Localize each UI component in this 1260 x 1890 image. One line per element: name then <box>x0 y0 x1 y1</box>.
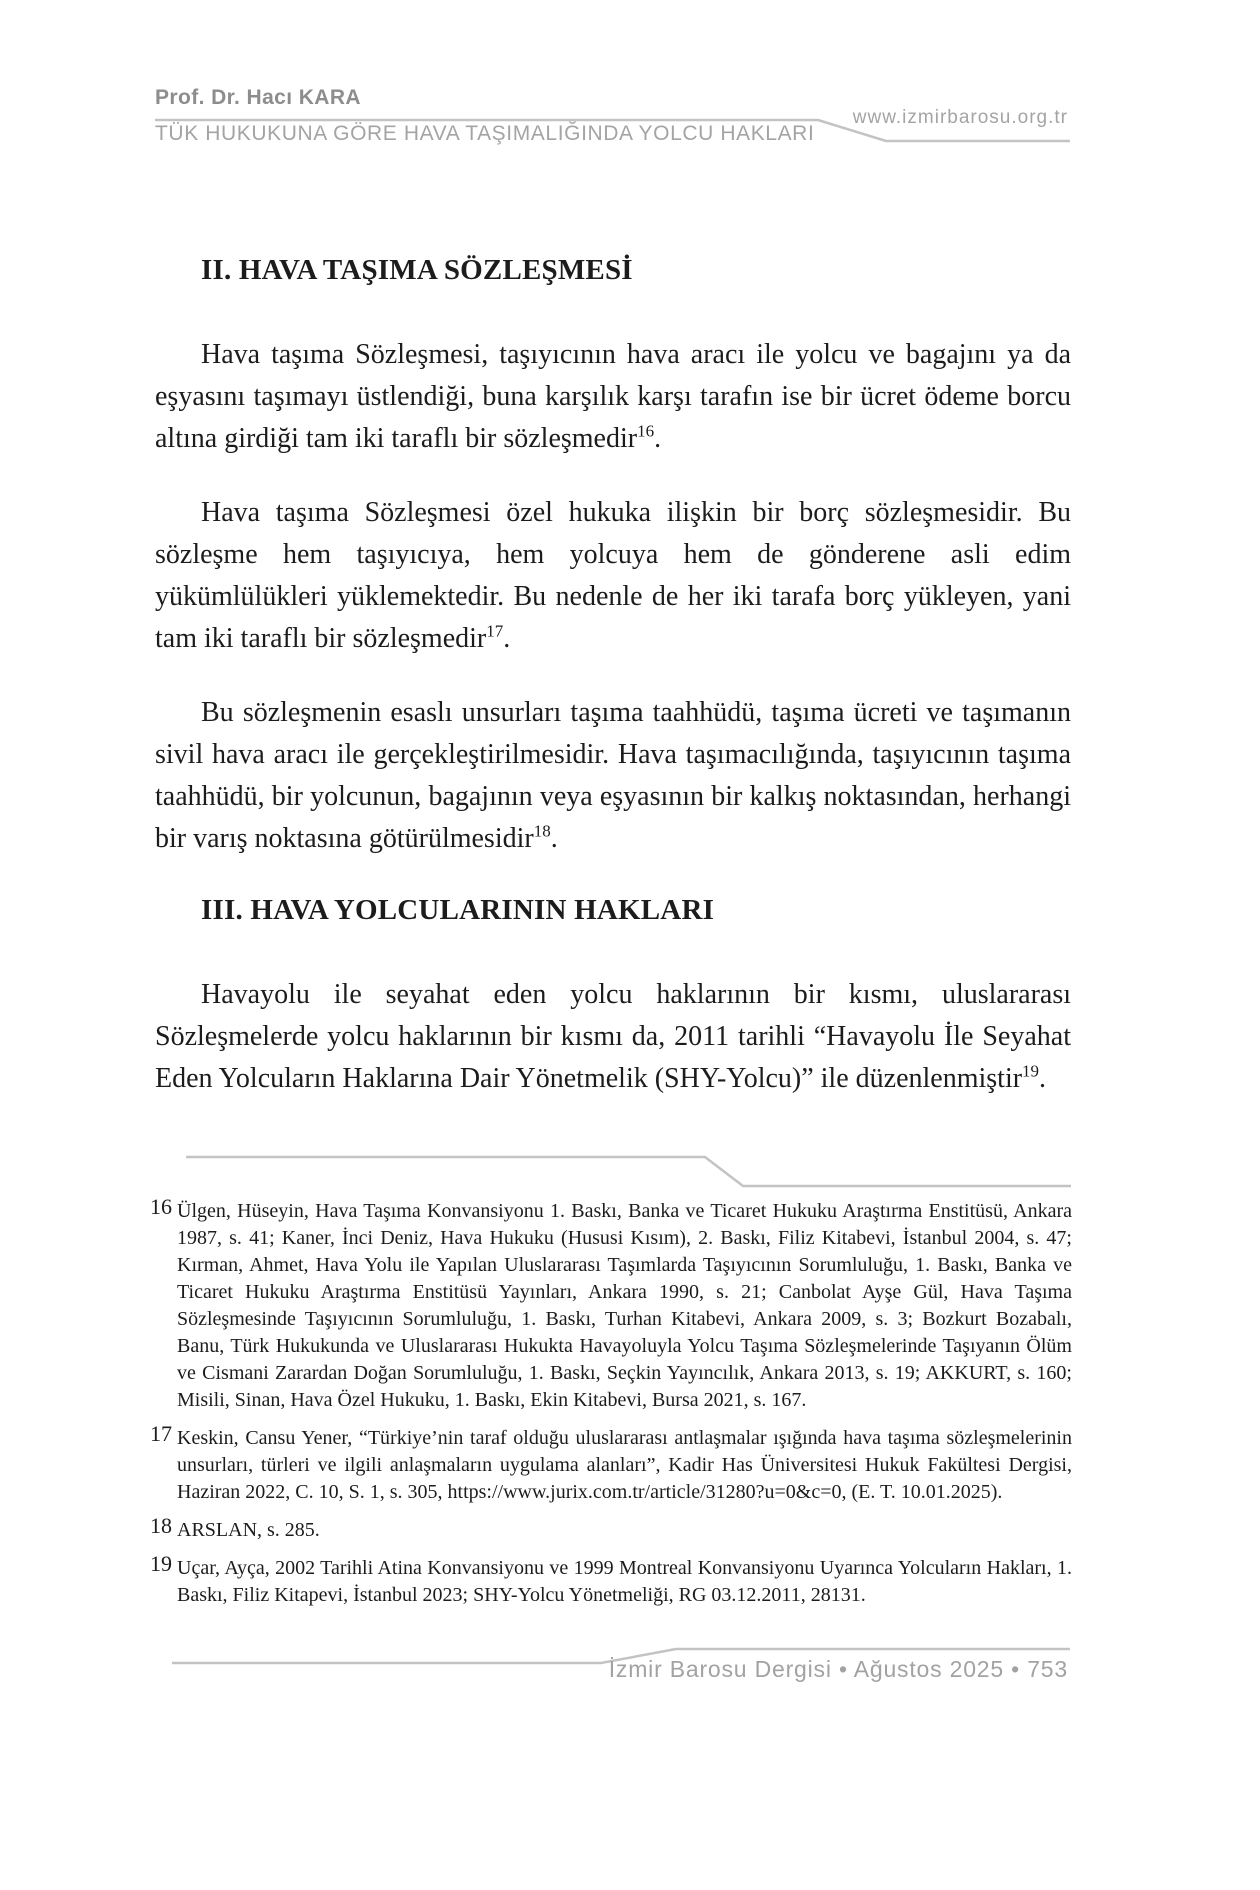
paragraph-text: Havayolu ile seyahat eden yolcu haklarının bir kısmı, uluslararası Sözleşmelerde yolcu haklarının bir kısmı da, 2011 tarihli “Havayolu İle Seyahat Eden Yolcuların Haklarına Dair Yönetmelik (SHY-Yolcu)” ile düzenlenmiştir <box>155 979 1071 1094</box>
footnote-text-16: Ülgen, Hüseyin, Hava Taşıma Konvansiyonu 1. Baskı, Banka ve Ticaret Hukuku Araştırma Enstitüsü, Ankara 1987, s. 41; Kaner, İnci Deniz, Hava Hukuku (Hususi Kısım), 2. Baskı, Filiz Kitabevi, İstanbul 2004, s. 47; Kırman, Ahmet, Hava Yolu ile Yapılan Uluslararası Taşımlarda Taşıyıcının Sorumluluğu, 1. Baskı, Banka ve Ticaret Hukuku Araştırma Enstitüsü Yayınları, Ankara 1990, s. 21; Canbolat Ayşe Gül, Hava Taşıma Sözleşmesinde Taşıyıcının Sorumluluğu, 1. Baskı, Turhan Kitabevi, Ankara 2009, s. 3; Bozkurt Bozabalı, Banu, Türk Hukukunda ve Uluslararası Hukukta Havayoluyla Yolcu Taşıma Sözleşmelerinde Taşıyanın Ölüm ve Cismani Zarardan Doğan Sorumluluğu, 1. Baskı, Seçkin Yayıncılık, Ankara 2013, s. 19; AKKURT, s. 160; Misili, Sinan, Hava Özel Hukuku, 1. Baskı, Ekin Kitabevi, Bursa 2021, s. 167. <box>177 1200 1072 1411</box>
footnote-number-18: 18 <box>150 1513 172 1538</box>
paragraph-text: Bu sözleşmenin esaslı unsurları taşıma taahhüdü, taşıma ücreti ve taşımanın sivil hava aracı ile gerçekleştirilmesidir. Hava taşımacılığında, taşıyıcının taşıma taahhüdü, bir yolcunun, bagajının veya eşyasının bir kalkış noktasından, herhangi bir varış noktasına götürülmesidir <box>155 697 1071 854</box>
footer-journal-info: İzmir Barosu Dergisi • Ağustos 2025 • 753 <box>608 1656 1068 1682</box>
footnote-separator-line <box>186 1157 1071 1186</box>
footnote-18 <box>150 1513 1072 1544</box>
paragraph-private-law <box>155 492 1071 660</box>
header-website: www.izmirbarosu.org.tr <box>852 107 1068 128</box>
paragraph-passenger-rights <box>155 974 1071 1100</box>
section-heading-3: III. HAVA YOLCULARININ HAKLARI <box>201 894 715 926</box>
paragraph-text: Hava taşıma Sözleşmesi, taşıyıcının hava aracı ile yolcu ve bagajını ya da eşyasını taşımayı üstlendiği, buna karşılık karşı tarafın ise bir ücret ödeme borcu altına girdiği tam iki taraflı bir sözleşmedir <box>155 339 1071 454</box>
footnote-17 <box>150 1421 1072 1506</box>
footnote-text-18: ARSLAN, s. 285. <box>177 1519 320 1541</box>
footnote-ref-19: 19 <box>1022 1061 1040 1081</box>
footnote-number-19: 19 <box>150 1551 172 1576</box>
footnote-text-17: Keskin, Cansu Yener, “Türkiye’nin taraf olduğu uluslararası antlaşmalar ışığında hava taşıma sözleşmelerinin unsurları, türleri ve ilgili anlaşmaların uygulama alanları”, Kadir Has Üniversitesi Hukuk Fakültesi Dergisi, Haziran 2022, C. 10, S. 1, s. 305, https://www.jurix.com.tr/article/31280?u=0&c=0, (E. T. 10.01.2025). <box>177 1427 1072 1503</box>
paragraph-essential-elements <box>155 692 1071 860</box>
footnote-text-19: Uçar, Ayça, 2002 Tarihli Atina Konvansiyonu ve 1999 Montreal Konvansiyonu Uyarınca Yolcuların Hakları, 1. Baskı, Filiz Kitapevi, İstanbul 2023; SHY-Yolcu Yönetmeliği, RG 03.12.2011, 28131. <box>177 1557 1072 1606</box>
section-heading-2: II. HAVA TAŞIMA SÖZLEŞMESİ <box>201 254 633 286</box>
header-article-title: TÜK HUKUKUNA GÖRE HAVA TAŞIMALIĞINDA YOLCU HAKLARI <box>155 122 815 145</box>
paragraph-tail: . <box>654 423 662 454</box>
footnote-ref-17: 17 <box>486 621 504 641</box>
paragraph-tail: . <box>550 823 558 854</box>
paragraph-tail: . <box>503 623 511 654</box>
footnote-ref-18: 18 <box>533 821 551 841</box>
main-text-column <box>155 252 1071 1132</box>
paragraph-text: Hava taşıma Sözleşmesi özel hukuka ilişkin bir borç sözleşmesidir. Bu sözleşme hem taşıyıcıya, hem yolcuya hem de gönderene asli edim yükümlülükleri yüklemektedir. Bu nedenle de her iki tarafa borç yükleyen, yani tam iki taraflı bir sözleşmedir <box>155 497 1071 654</box>
paragraph-tail: . <box>1039 1063 1047 1094</box>
footnote-19 <box>150 1551 1072 1609</box>
paragraph-contract-definition <box>155 334 1071 460</box>
footnote-16 <box>150 1194 1072 1414</box>
header-author: Prof. Dr. Hacı KARA <box>155 86 361 109</box>
footnote-number-16: 16 <box>150 1194 172 1219</box>
footnotes-block <box>150 1194 1072 1620</box>
footnote-ref-16: 16 <box>637 421 655 441</box>
footnote-number-17: 17 <box>150 1421 172 1446</box>
